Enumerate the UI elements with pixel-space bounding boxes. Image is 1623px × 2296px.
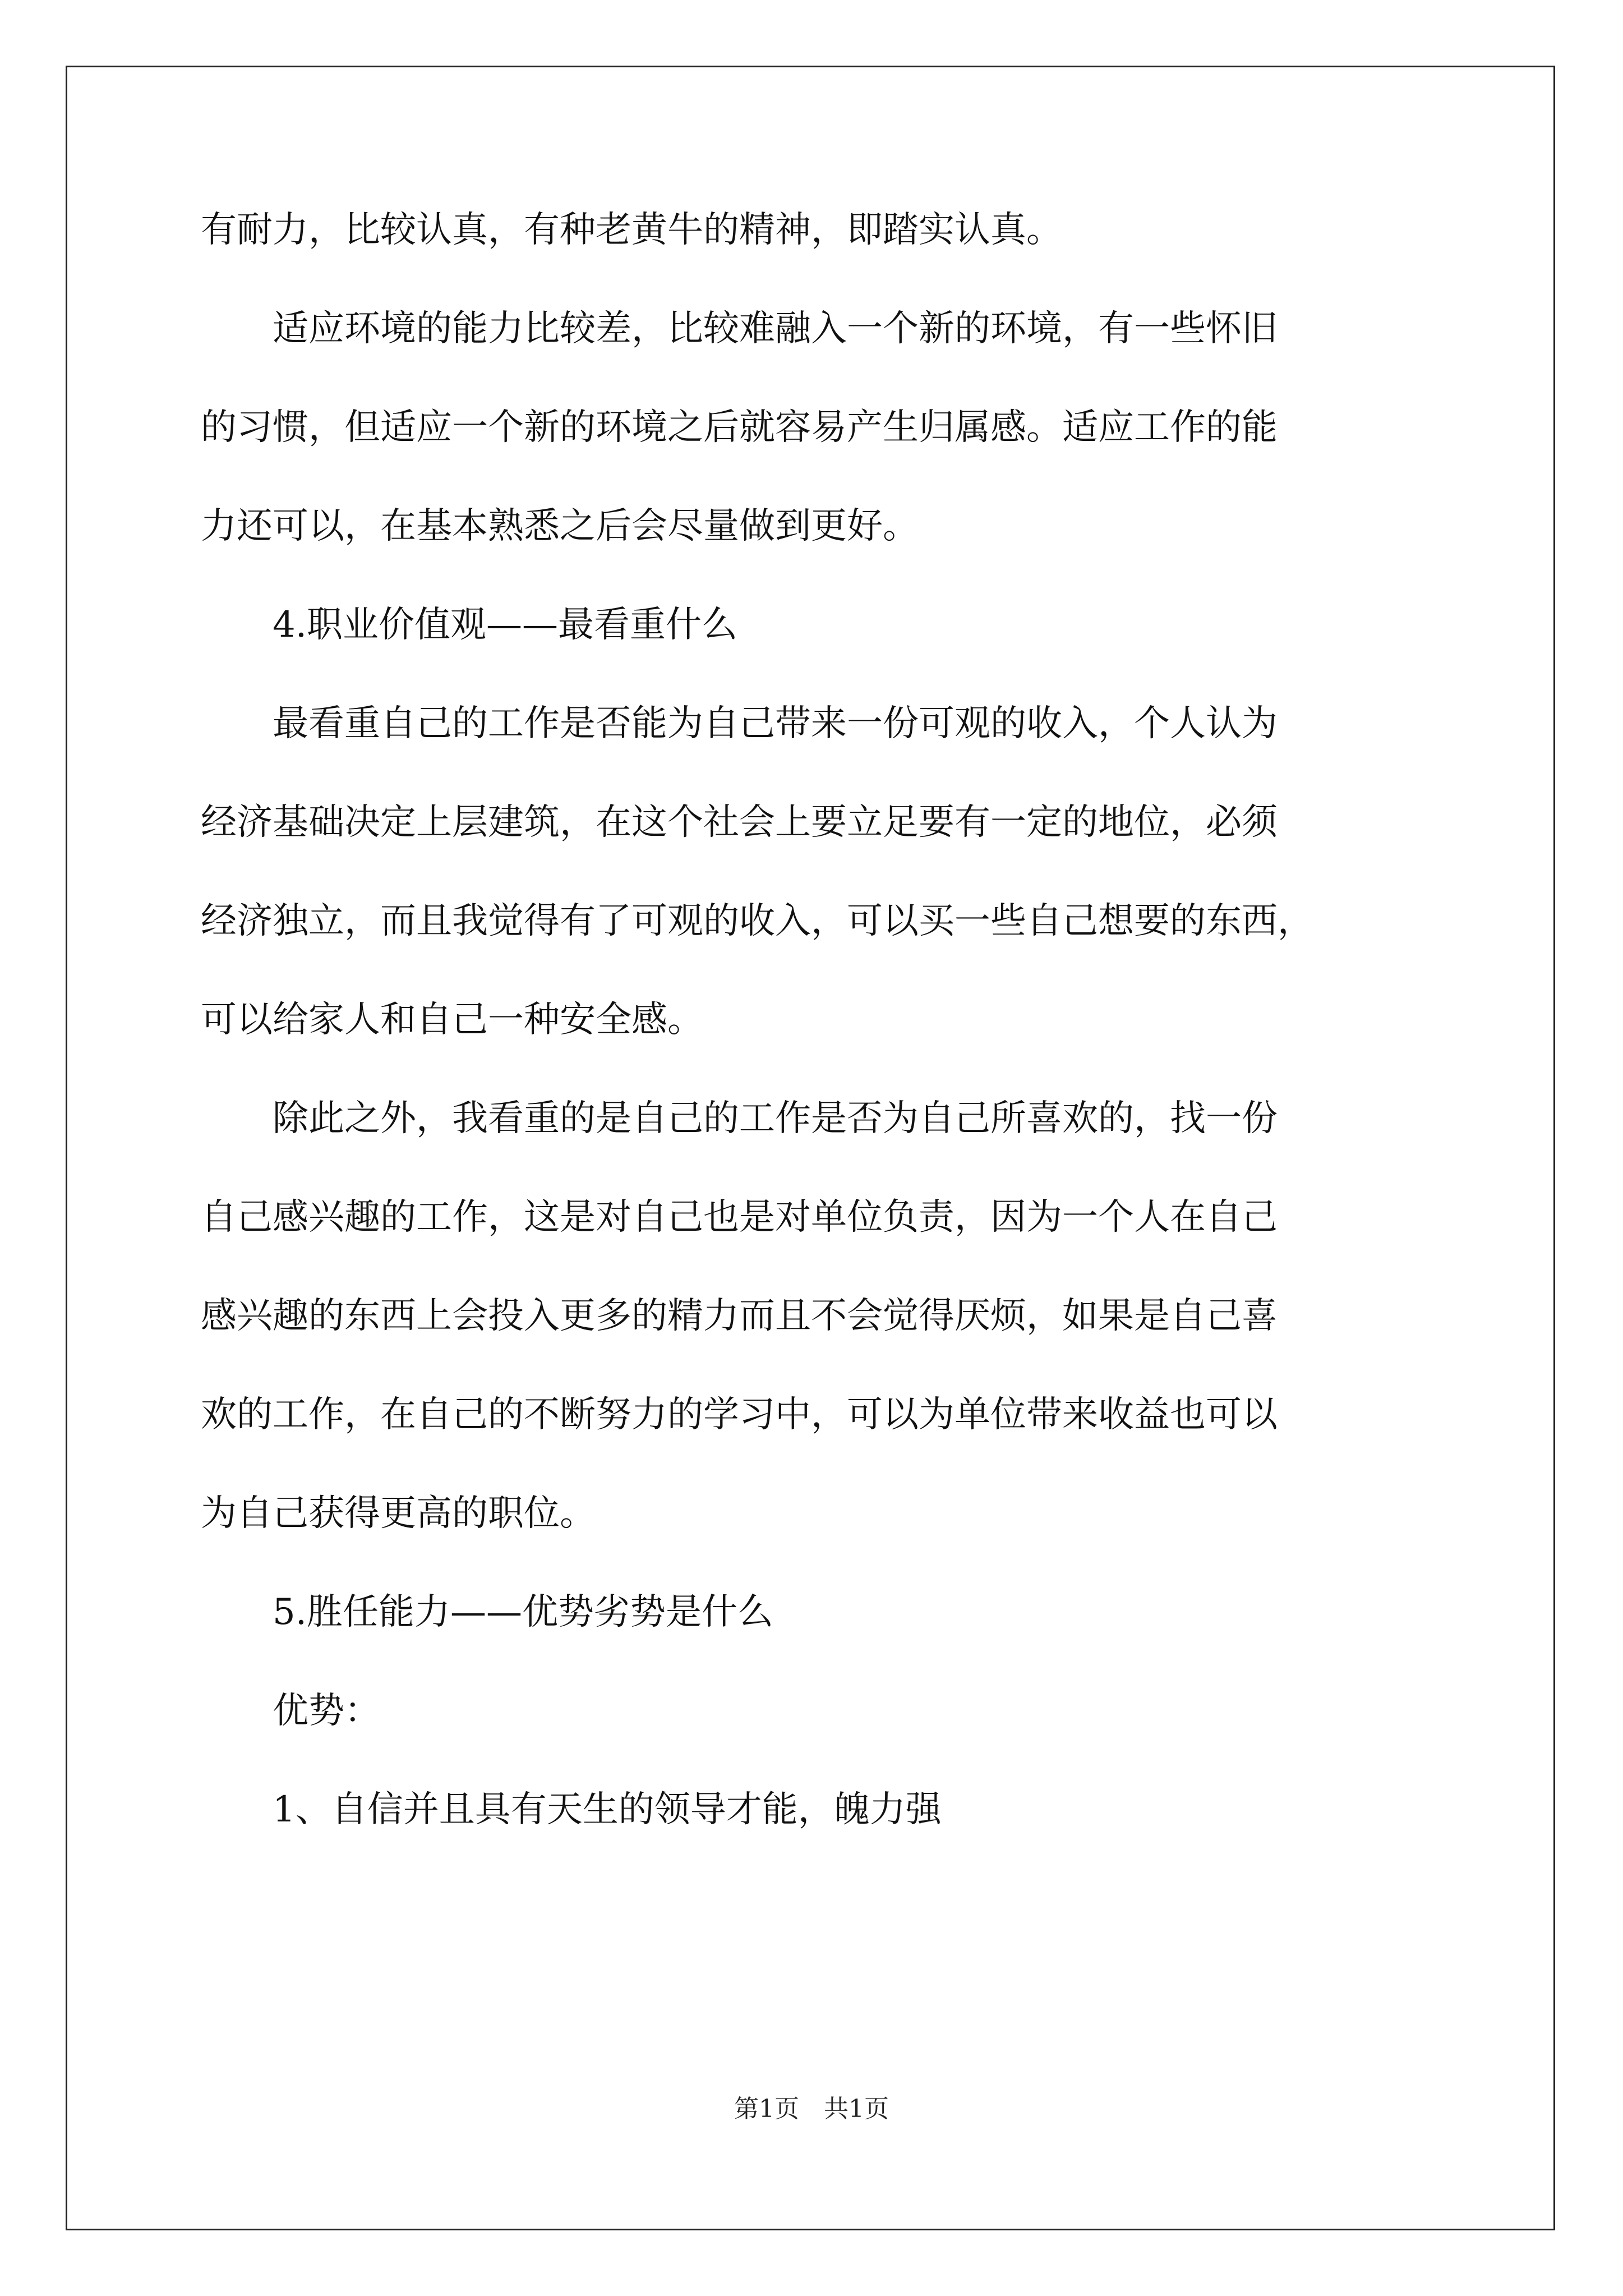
section-heading: 5.胜任能力——优势劣势是什么 — [201, 1591, 774, 1633]
text-line: 适应环境的能力比较差，比较难融入一个新的环境，有一些怀旧 — [201, 308, 1278, 349]
text-line: 自己感兴趣的工作，这是对自己也是对单位负责，因为一个人在自己 — [201, 1197, 1278, 1238]
text-line: 力还可以，在基本熟悉之后会尽量做到更好。 — [201, 505, 919, 547]
text-line: 为自己获得更高的职位。 — [201, 1493, 596, 1534]
section-heading: 4.职业价值观——最看重什么 — [201, 604, 738, 646]
text-line: 有耐力，比较认真，有种老黄牛的精神，即踏实认真。 — [201, 209, 1062, 251]
text-line: 经济基础决定上层建筑，在这个社会上要立足要有一定的地位，必须 — [201, 802, 1278, 843]
text-line: 经济独立，而且我觉得有了可观的收入，可以买一些自己想要的东西， — [201, 900, 1313, 942]
text-line: 感兴趣的东西上会投入更多的精力而且不会觉得厌烦，如果是自己喜 — [201, 1295, 1278, 1337]
text-line: 除此之外，我看重的是自己的工作是否为自己所喜欢的，找一份 — [201, 1098, 1278, 1139]
text-line: 优势： — [201, 1690, 380, 1732]
page-border — [66, 66, 1555, 2230]
page-footer: 第1页 共1页 — [734, 2095, 889, 2123]
list-item: 1、自信并且具有天生的领导才能，魄力强 — [201, 1789, 942, 1830]
text-line: 欢的工作，在自己的不断努力的学习中，可以为单位带来收益也可以 — [201, 1394, 1278, 1435]
text-line: 可以给家人和自己一种安全感。 — [201, 999, 703, 1041]
text-line: 的习惯，但适应一个新的环境之后就容易产生归属感。适应工作的能 — [201, 407, 1278, 448]
text-line: 最看重自己的工作是否能为自己带来一份可观的收入，个人认为 — [201, 703, 1278, 744]
